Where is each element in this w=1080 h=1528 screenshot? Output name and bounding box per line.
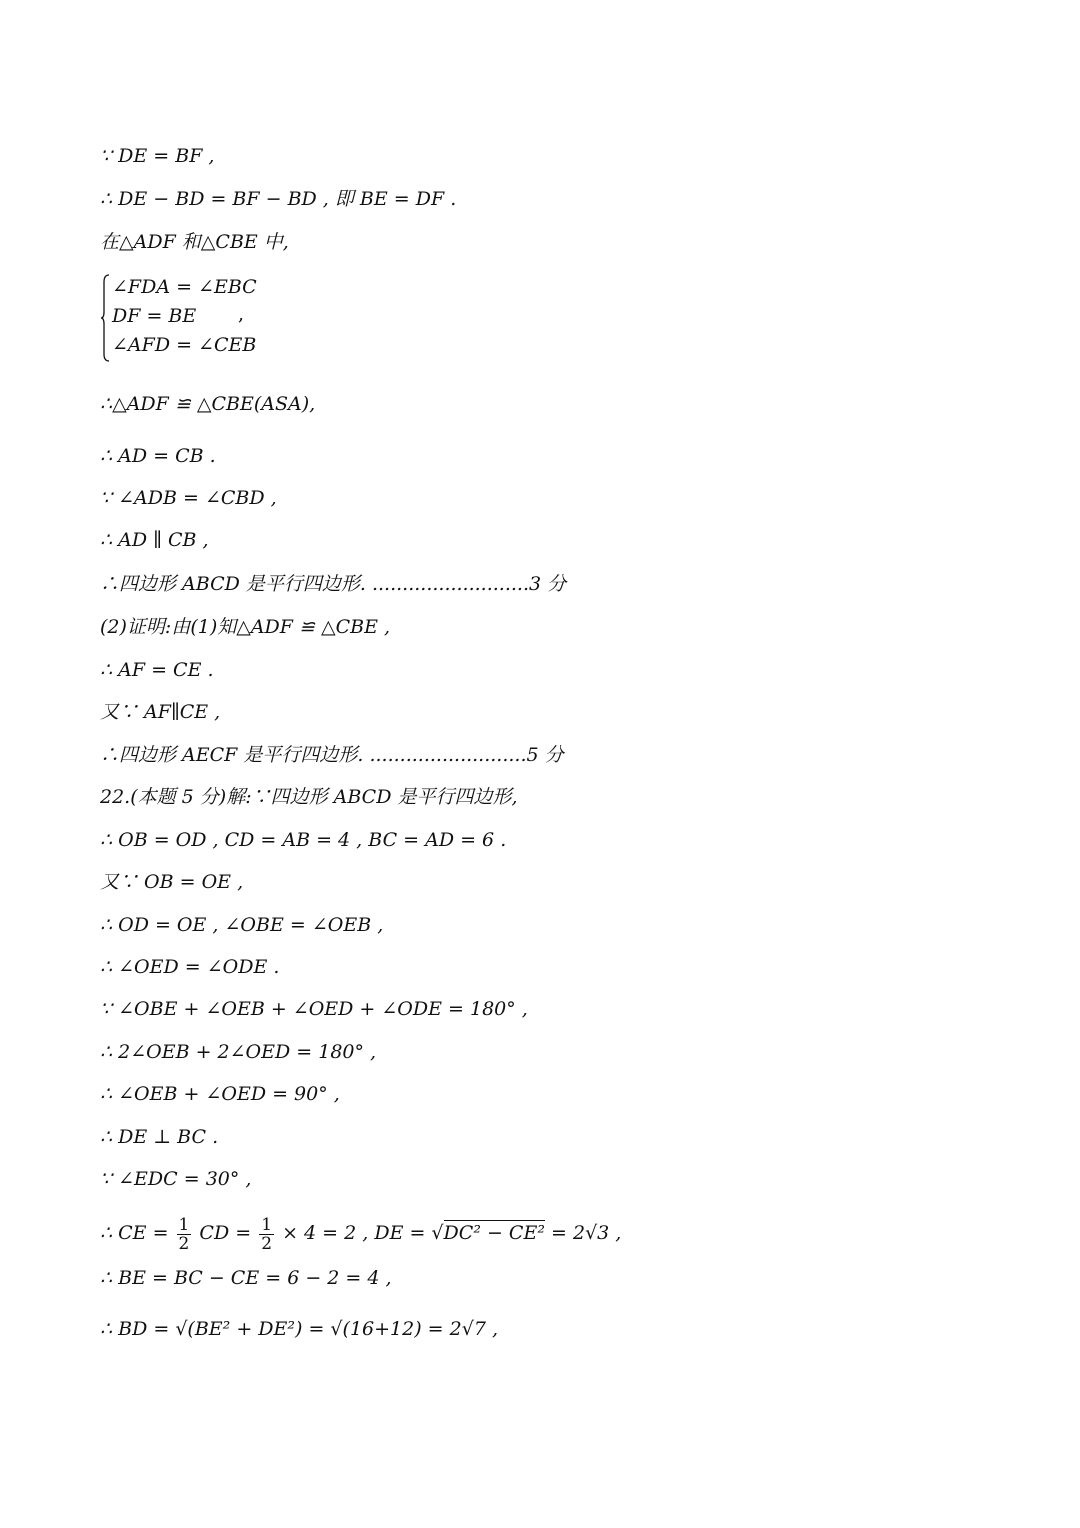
fraction-1-denominator: 2 — [178, 1233, 190, 1254]
text-line: ∴ 2∠OEB + 2∠OED = 180° , — [100, 1041, 377, 1063]
fraction-2 — [259, 1216, 274, 1253]
text-line: ∴ ∠OEB + ∠OED = 90° , — [100, 1083, 340, 1105]
system-row-3: ∠AFD = ∠CEB — [112, 334, 257, 356]
text-line: ∴ ∠OED = ∠ODE . — [100, 956, 280, 978]
text-line: 又∵ OB = OE , — [100, 871, 244, 893]
text-line: 22.(本题 5 分)解:∵四边形 ABCD 是平行四边形, — [100, 786, 518, 808]
text-line: ∴ OD = OE , ∠OBE = ∠OEB , — [100, 914, 384, 936]
text-line: (2)证明:由(1)知△ADF ≌ △CBE , — [100, 616, 391, 638]
de-radicand: DC² − CE² — [443, 1222, 545, 1244]
text-line: ∴ AD ∥ CB , — [100, 529, 209, 551]
text-line: ∴△ADF ≌ △CBE(ASA), — [100, 393, 316, 415]
ce-mid1: CD = — [199, 1222, 252, 1244]
ce-de-line — [100, 1213, 621, 1253]
fraction-2-numerator: 1 — [261, 1214, 273, 1235]
text-line: ∴ OB = OD , CD = AB = 4 , BC = AD = 6 . — [100, 829, 507, 851]
fraction-2-denominator: 2 — [261, 1233, 273, 1254]
system-comma: , — [238, 303, 245, 325]
de-tail: = 2√3 , — [551, 1222, 622, 1244]
text-line: ∴ BD = √(BE² + DE²) = √(16+12) = 2√7 , — [100, 1318, 498, 1340]
system-row-1: ∠FDA = ∠EBC — [112, 276, 257, 298]
ce-mid2: × 4 = 2 , DE = √ — [282, 1222, 444, 1244]
text-line: 在△ADF 和△CBE 中, — [100, 231, 289, 253]
text-line: ∵ DE = BF , — [100, 145, 215, 167]
text-line: ∴ BE = BC − CE = 6 − 2 = 4 , — [100, 1267, 392, 1289]
ce-lead: ∴ CE = — [100, 1222, 169, 1244]
text-line: ∴四边形 AECF 是平行四边形. ..........................5 分 — [100, 744, 564, 766]
system-row-2: DF = BE — [112, 305, 197, 327]
fraction-1-numerator: 1 — [178, 1214, 190, 1235]
fraction-1 — [177, 1216, 192, 1253]
text-line: ∵ ∠ADB = ∠CBD , — [100, 487, 277, 509]
text-line: ∴四边形 ABCD 是平行四边形. ..........................3 分 — [100, 573, 567, 595]
text-line: ∴ DE ⊥ BC . — [100, 1126, 219, 1148]
text-line: ∴ AD = CB . — [100, 445, 216, 467]
text-line: ∵ ∠OBE + ∠OEB + ∠OED + ∠ODE = 180° , — [100, 998, 528, 1020]
text-line: ∴ AF = CE . — [100, 659, 214, 681]
left-brace-icon — [100, 274, 110, 362]
text-line: ∵ ∠EDC = 30° , — [100, 1168, 252, 1190]
text-line: 又∵ AF∥CE , — [100, 701, 221, 723]
text-line: ∴ DE − BD = BF − BD , 即 BE = DF . — [100, 188, 457, 210]
equation-system — [100, 272, 320, 364]
